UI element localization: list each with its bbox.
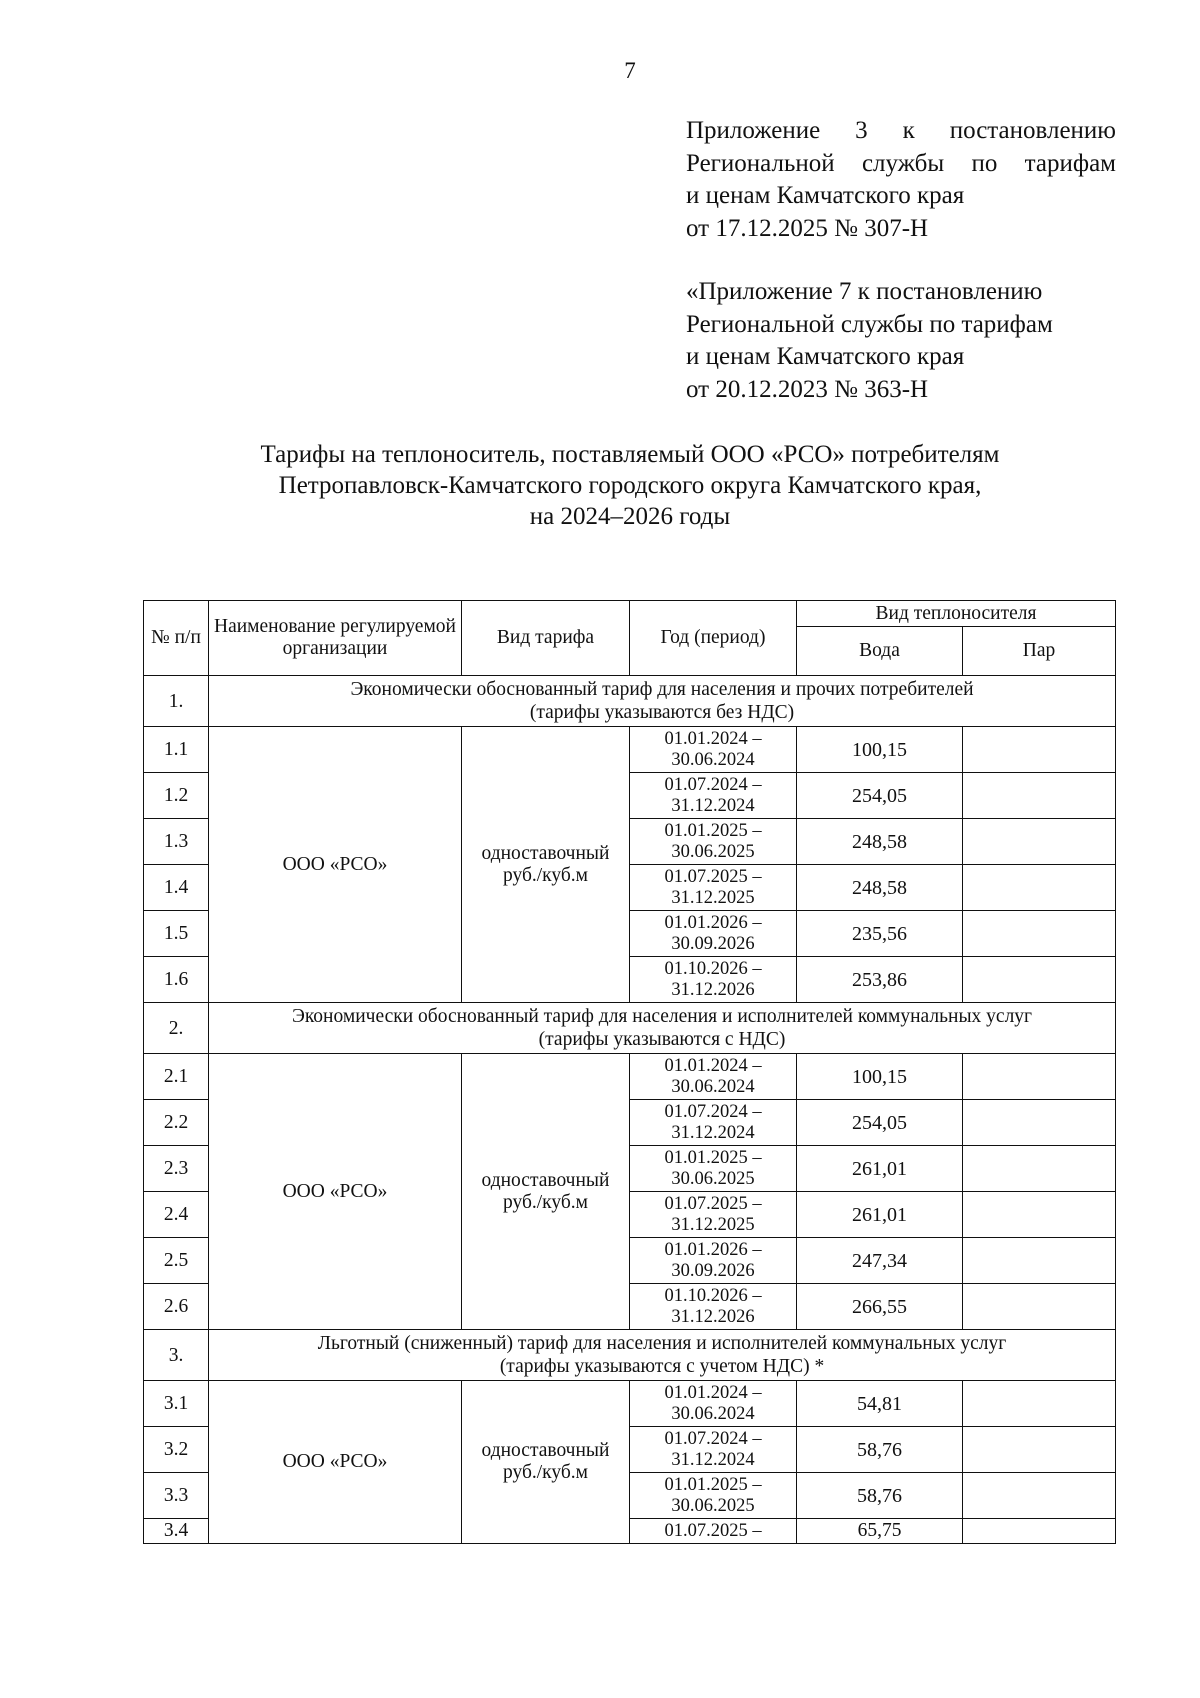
period-start: 01.07.2024 – <box>664 1101 762 1122</box>
period-end: 30.06.2025 <box>671 1168 755 1189</box>
period-end: 31.12.2024 <box>671 1449 755 1470</box>
period-cell <box>630 727 797 773</box>
document-title <box>0 439 1200 532</box>
period-start: 01.01.2025 – <box>664 820 762 841</box>
header-carrier: Вид теплоносителя <box>797 601 1116 627</box>
period-end: 31.12.2024 <box>671 1122 755 1143</box>
water-value: 261,01 <box>797 1146 963 1192</box>
row-number: 1.4 <box>144 865 209 911</box>
tariff-type-line1: одноставочный <box>481 1440 610 1461</box>
period-start: 01.10.2026 – <box>664 1285 762 1306</box>
period-end: 30.06.2025 <box>671 841 755 862</box>
period-end: 31.12.2025 <box>671 1214 755 1235</box>
header-number: № п/п <box>144 601 209 676</box>
period-start: 01.07.2025 – <box>664 1521 762 1541</box>
page-number: 7 <box>624 58 636 83</box>
annex-previous-line1: «Приложение 7 к постановлению <box>686 278 1043 305</box>
annex-current <box>686 115 1116 245</box>
tariff-type-cell <box>462 1054 630 1330</box>
water-value: 254,05 <box>797 773 963 819</box>
section-title <box>209 1330 1116 1381</box>
tariff-type-line2: руб./куб.м <box>502 1191 589 1213</box>
annex-current-line3: и ценам Камчатского края <box>686 182 965 209</box>
period-start: 01.01.2025 – <box>664 1147 762 1168</box>
period-cell <box>630 1381 797 1427</box>
section-number: 2. <box>144 1003 209 1054</box>
steam-value <box>963 1284 1116 1330</box>
annex-previous <box>686 276 1116 406</box>
row-number: 2.2 <box>144 1100 209 1146</box>
period-end: 31.12.2024 <box>671 795 755 816</box>
period-cell <box>630 1473 797 1519</box>
annex-current-line1: Приложение 3 к постановлению <box>686 117 1116 144</box>
water-value: 248,58 <box>797 819 963 865</box>
period-start: 01.07.2025 – <box>664 1193 762 1214</box>
period-start: 01.07.2024 – <box>664 774 762 795</box>
document-title-line2: Петропавловск-Камчатского городского округа Камчатского края, <box>278 472 982 499</box>
period-start: 01.01.2024 – <box>664 1055 762 1076</box>
period-start: 01.07.2025 – <box>664 866 762 887</box>
row-number: 3.3 <box>144 1473 209 1519</box>
section-number: 3. <box>144 1330 209 1381</box>
water-value: 235,56 <box>797 911 963 957</box>
period-cell <box>630 1192 797 1238</box>
water-value: 261,01 <box>797 1192 963 1238</box>
row-number: 2.5 <box>144 1238 209 1284</box>
header-steam: Пар <box>963 627 1116 676</box>
tariff-type-cell <box>462 727 630 1003</box>
section-title-line1: Экономически обоснованный тариф для населения и исполнителей коммунальных услуг <box>291 1006 1033 1027</box>
period-end: 31.12.2026 <box>671 979 755 1000</box>
annex-previous-line2: Региональной службы по тарифам <box>686 310 1053 338</box>
steam-value <box>963 1473 1116 1519</box>
row-number: 3.1 <box>144 1381 209 1427</box>
steam-value <box>963 911 1116 957</box>
row-number: 3.4 <box>144 1519 209 1544</box>
section-title-line1: Льготный (сниженный) тариф для населения и исполнителей коммунальных услуг <box>317 1333 1007 1354</box>
period-start: 01.01.2024 – <box>664 728 762 749</box>
section-row <box>144 1330 1116 1381</box>
steam-value <box>963 727 1116 773</box>
period-cell <box>630 911 797 957</box>
water-value: 254,05 <box>797 1100 963 1146</box>
header-water: Вода <box>797 627 963 676</box>
steam-value <box>963 1427 1116 1473</box>
water-value: 266,55 <box>797 1284 963 1330</box>
section-row <box>144 1003 1116 1054</box>
tariff-type-line2: руб./куб.м <box>502 1462 589 1483</box>
row-number: 1.1 <box>144 727 209 773</box>
steam-value <box>963 957 1116 1003</box>
water-value: 100,15 <box>797 1054 963 1100</box>
steam-value <box>963 1519 1116 1544</box>
organization-cell: ООО «РСО» <box>209 727 462 1003</box>
water-value: 100,15 <box>797 727 963 773</box>
period-cell <box>630 1519 797 1544</box>
period-cell <box>630 1054 797 1100</box>
row-number: 1.3 <box>144 819 209 865</box>
organization-cell: ООО «РСО» <box>209 1054 462 1330</box>
table-row <box>144 1381 1116 1427</box>
table-row <box>144 1054 1116 1100</box>
period-start: 01.10.2026 – <box>664 958 762 979</box>
table-header-row <box>144 601 1116 627</box>
period-end: 30.09.2026 <box>671 1260 755 1281</box>
period-start: 01.01.2026 – <box>664 912 762 933</box>
period-start: 01.07.2024 – <box>664 1428 762 1449</box>
organization-cell: ООО «РСО» <box>209 1381 462 1544</box>
steam-value <box>963 865 1116 911</box>
row-number: 3.2 <box>144 1427 209 1473</box>
row-number: 2.1 <box>144 1054 209 1100</box>
section-row <box>144 676 1116 727</box>
water-value: 248,58 <box>797 865 963 911</box>
steam-value <box>963 1054 1116 1100</box>
steam-value <box>963 1381 1116 1427</box>
period-start: 01.01.2025 – <box>664 1474 762 1495</box>
water-value: 54,81 <box>797 1381 963 1427</box>
section-title <box>209 1003 1116 1054</box>
tariff-type-line1: одноставочный <box>481 1169 610 1191</box>
period-start: 01.01.2024 – <box>664 1382 762 1403</box>
period-cell <box>630 957 797 1003</box>
tariff-type-cell <box>462 1381 630 1544</box>
water-value: 65,75 <box>797 1519 963 1544</box>
annex-previous-line3: и ценам Камчатского края <box>686 343 965 370</box>
section-number: 1. <box>144 676 209 727</box>
annex-current-line4: от 17.12.2025 № 307-Н <box>686 214 929 242</box>
period-cell <box>630 819 797 865</box>
steam-value <box>963 819 1116 865</box>
section-title-line1: Экономически обоснованный тариф для населения и прочих потребителей <box>350 679 974 700</box>
tariff-table <box>143 600 1116 1544</box>
steam-value <box>963 1192 1116 1238</box>
period-cell <box>630 1100 797 1146</box>
steam-value <box>963 1100 1116 1146</box>
period-cell <box>630 1427 797 1473</box>
period-cell <box>630 1284 797 1330</box>
section-title <box>209 676 1116 727</box>
period-end: 30.06.2024 <box>671 749 755 770</box>
row-number: 1.5 <box>144 911 209 957</box>
header-period: Год (период) <box>630 601 797 676</box>
section-title-line2: (тарифы указываются с учетом НДС) * <box>499 1356 825 1377</box>
row-number: 2.4 <box>144 1192 209 1238</box>
period-end: 30.09.2026 <box>671 933 755 954</box>
header-tariff-type: Вид тарифа <box>462 601 630 676</box>
tariff-type-line2: руб./куб.м <box>502 864 589 886</box>
row-number: 2.3 <box>144 1146 209 1192</box>
period-end: 31.12.2025 <box>671 887 755 908</box>
period-cell <box>630 865 797 911</box>
period-cell <box>630 773 797 819</box>
period-start: 01.01.2026 – <box>664 1239 762 1260</box>
water-value: 58,76 <box>797 1427 963 1473</box>
document-title-line3: на 2024–2026 годы <box>529 503 731 530</box>
annex-current-line2: Региональной службы по тарифам <box>686 149 1116 177</box>
header-organization: Наименование регулируемой организации <box>209 601 462 676</box>
period-cell <box>630 1238 797 1284</box>
water-value: 253,86 <box>797 957 963 1003</box>
table-row <box>144 727 1116 773</box>
steam-value <box>963 1238 1116 1284</box>
period-end: 30.06.2025 <box>671 1495 755 1516</box>
period-end: 30.06.2024 <box>671 1403 755 1424</box>
row-number: 1.6 <box>144 957 209 1003</box>
row-number: 2.6 <box>144 1284 209 1330</box>
period-end: 30.06.2024 <box>671 1076 755 1097</box>
section-title-line2: (тарифы указываются без НДС) <box>529 702 795 723</box>
annex-previous-line4: от 20.12.2023 № 363-Н <box>686 375 929 403</box>
row-number: 1.2 <box>144 773 209 819</box>
steam-value <box>963 1146 1116 1192</box>
water-value: 58,76 <box>797 1473 963 1519</box>
section-title-line2: (тарифы указываются с НДС) <box>538 1029 786 1050</box>
period-cell <box>630 1146 797 1192</box>
water-value: 247,34 <box>797 1238 963 1284</box>
steam-value <box>963 773 1116 819</box>
tariff-type-line1: одноставочный <box>481 842 610 864</box>
period-end: 31.12.2026 <box>671 1306 755 1327</box>
document-title-line1: Тарифы на теплоноситель, поставляемый ООО «РСО» потребителям <box>260 441 1000 468</box>
